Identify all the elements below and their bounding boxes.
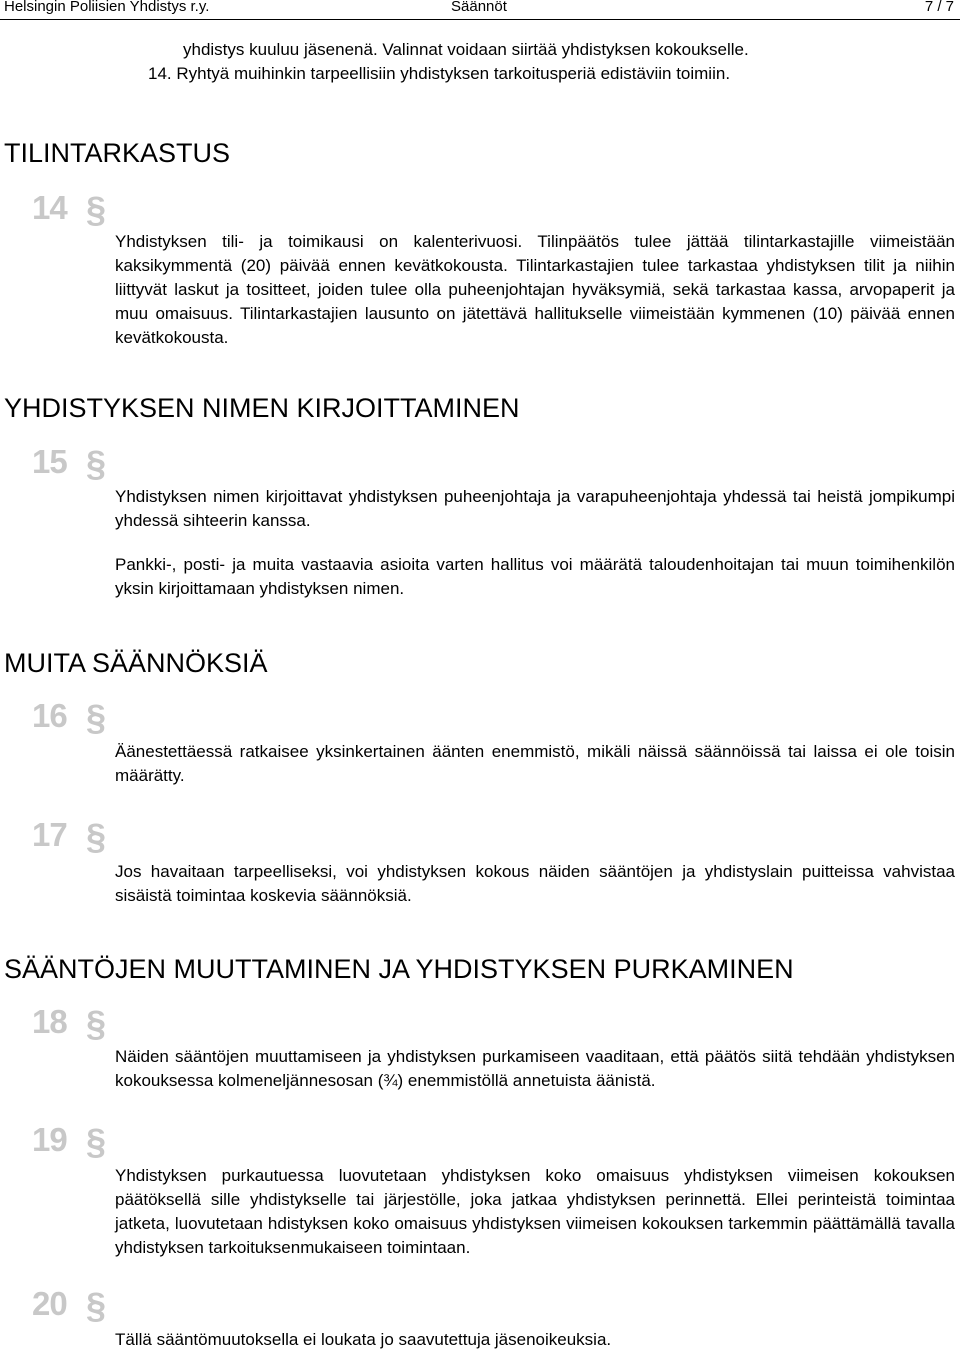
section-number-label: 14 bbox=[32, 189, 67, 226]
section-number-label: 17 bbox=[32, 816, 67, 853]
svg-text:§: § bbox=[86, 446, 107, 482]
section-number-label: 16 bbox=[32, 697, 67, 734]
paragraph-17: Jos havaitaan tarpeelliseksi, voi yhdistyksen kokous näiden sääntöjen ja yhdistyslain puitteissa vahvistaa sisäistä toimintaa koskevia säännöksiä. bbox=[115, 862, 955, 905]
heading-saantojen-muuttaminen: SÄÄNTÖJEN MUUTTAMINEN JA YHDISTYKSEN PURKAMINEN bbox=[4, 954, 794, 984]
header-divider bbox=[0, 19, 960, 20]
intro-line-2: 14. Ryhtyä muihinkin tarpeellisiin yhdistyksen tarkoitusperiä edistäviin toimiin. bbox=[148, 64, 731, 83]
section-sign-icon bbox=[86, 192, 112, 228]
section-number-label: 15 bbox=[32, 443, 67, 480]
header-org-name: Helsingin Poliisien Yhdistys r.y. bbox=[4, 0, 210, 15]
header-page-number: 7 / 7 bbox=[924, 0, 954, 15]
paragraph-20: Tällä sääntömuutoksella ei loukata jo saavutettuja jäsenoikeuksia. bbox=[115, 1330, 612, 1349]
paragraph-15b: Pankki-, posti- ja muita vastaavia asioita varten hallitus voi määrätä taloudenhoitajan tai muun toimihenkilön yksin kirjoittamaan yhdistyksen nimen. bbox=[115, 555, 955, 598]
paragraph-14: Yhdistyksen tili- ja toimikausi on kalenterivuosi. Tilinpäätös tulee jättää tilintarkastajille viimeistään kaksikymmentä (20) päivää ennen kevätkokousta. Tilintarkastajien tulee tarkastaa yhdistyksen tilit ja niihin liittyvät laskut ja tositteet, joiden tulee olla puheenjohtajan hyväksymiä, sekä tarkastaa kassa, arvopaperit ja muu omaisuus. Tilintarkastajien lausunto on jätettävä hallitukselle viimeistään kymmenen (10) päivää ennen kevätkokousta. bbox=[115, 232, 955, 347]
section-sign-icon bbox=[86, 700, 112, 736]
svg-text:§: § bbox=[86, 1288, 107, 1324]
svg-text:§: § bbox=[86, 1006, 107, 1042]
intro-line-1: yhdistys kuuluu jäsenenä. Valinnat voidaan siirtää yhdistyksen kokoukselle. bbox=[183, 40, 749, 59]
paragraph-18: Näiden sääntöjen muuttamiseen ja yhdistyksen purkamiseen vaaditaan, että päätös siitä tehdään yhdistyksen kokouksessa kolmeneljännesosan (¾) enemmistöllä annetuista äänistä. bbox=[115, 1047, 955, 1090]
section-sign-icon bbox=[86, 446, 112, 482]
heading-tilintarkastus: TILINTARKASTUS bbox=[4, 138, 231, 168]
heading-muita-saannoksia: MUITA SÄÄNNÖKSIÄ bbox=[4, 648, 268, 678]
section-sign-icon bbox=[86, 1006, 112, 1042]
heading-nimen-kirjoittaminen: YHDISTYKSEN NIMEN KIRJOITTAMINEN bbox=[4, 393, 520, 423]
svg-text:§: § bbox=[86, 192, 107, 228]
paragraph-16: Äänestettäessä ratkaisee yksinkertainen äänten enemmistö, mikäli näissä säännöissä tai laissa ei ole toisin määrätty. bbox=[115, 742, 955, 785]
svg-text:§: § bbox=[86, 700, 107, 736]
svg-text:§: § bbox=[86, 819, 107, 855]
paragraph-19: Yhdistyksen purkautuessa luovutetaan yhdistyksen koko omaisuus yhdistyksen viimeisen kokouksen päätöksellä sille yhdistykselle tai järjestölle, joka jatkaa yhdistyksen perinnettä. Ellei perinteistä toimintaa jatketa, luovutetaan hdistyksen koko omaisuus yhdistyksen viimeisen kokouksen tarkemmin päättämällä tavalla yhdistyksen tarkoituksenmukaiseen toimintaan. bbox=[115, 1166, 955, 1257]
section-sign-icon bbox=[86, 819, 112, 855]
page-header bbox=[0, 0, 960, 20]
section-number-label: 20 bbox=[32, 1285, 67, 1322]
svg-text:§: § bbox=[86, 1124, 107, 1160]
section-sign-icon bbox=[86, 1124, 112, 1160]
section-sign-icon bbox=[86, 1288, 112, 1324]
header-doc-title: Säännöt bbox=[451, 0, 507, 15]
paragraph-15a: Yhdistyksen nimen kirjoittavat yhdistyksen puheenjohtaja ja varapuheenjohtaja yhdessä tai heistä jompikumpi yhdessä sihteerin kanssa. bbox=[115, 487, 955, 530]
section-number-label: 18 bbox=[32, 1003, 67, 1040]
section-number-label: 19 bbox=[32, 1121, 67, 1158]
